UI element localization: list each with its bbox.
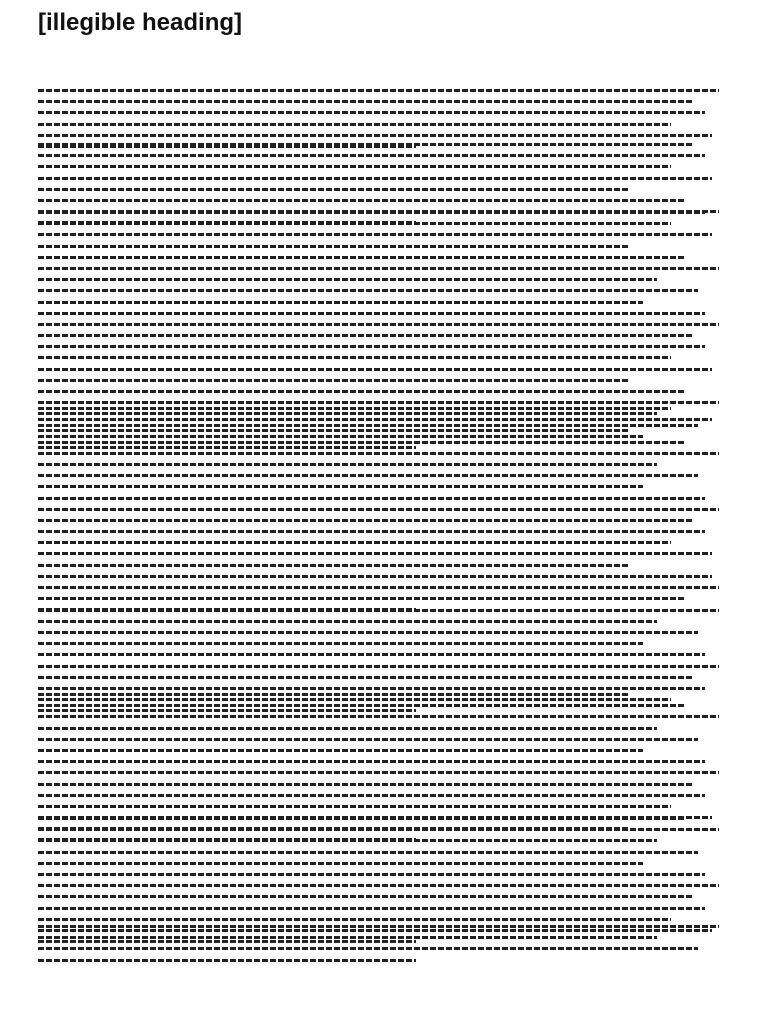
text-line xyxy=(38,312,705,320)
text-line xyxy=(38,642,643,650)
text-line xyxy=(38,356,671,364)
text-line xyxy=(38,925,719,933)
text-line xyxy=(38,738,698,746)
text-line xyxy=(38,267,719,275)
text-line xyxy=(38,895,692,903)
text-line xyxy=(38,497,705,505)
text-line xyxy=(38,783,692,791)
text-line xyxy=(38,89,719,97)
text-line xyxy=(38,704,685,712)
article-title: [illegible heading] xyxy=(38,10,243,36)
text-line xyxy=(38,771,719,779)
text-line xyxy=(38,143,692,151)
text-line xyxy=(38,441,685,449)
text-line xyxy=(38,390,685,398)
text-line xyxy=(38,884,719,892)
text-line xyxy=(38,665,719,673)
text-line xyxy=(38,760,705,768)
text-line xyxy=(38,530,705,538)
text-line xyxy=(38,851,698,859)
text-line xyxy=(38,334,692,342)
text-line xyxy=(38,345,705,353)
text-line xyxy=(38,947,698,955)
text-line xyxy=(38,564,630,572)
text-line xyxy=(38,609,719,617)
text-line xyxy=(38,959,416,967)
text-line xyxy=(38,188,630,196)
text-line xyxy=(38,245,630,253)
text-line xyxy=(38,100,692,108)
text-line xyxy=(38,165,671,173)
text-line xyxy=(38,256,685,264)
article-paragraph xyxy=(38,922,726,967)
text-line xyxy=(38,474,698,482)
text-line xyxy=(38,794,705,802)
text-line xyxy=(38,379,630,387)
text-line xyxy=(38,278,657,286)
text-line xyxy=(38,407,671,415)
text-line xyxy=(38,749,643,757)
text-line xyxy=(38,418,712,426)
text-line xyxy=(38,817,685,825)
text-line xyxy=(38,805,671,813)
text-line xyxy=(38,199,685,207)
text-line xyxy=(38,519,692,527)
text-line xyxy=(38,936,657,944)
text-line xyxy=(38,653,705,661)
text-line xyxy=(38,862,643,870)
text-line xyxy=(38,233,712,241)
text-line xyxy=(38,301,643,309)
text-line xyxy=(38,508,719,516)
text-line xyxy=(38,839,657,847)
text-line xyxy=(38,586,630,594)
text-line xyxy=(38,907,705,915)
text-line xyxy=(38,541,671,549)
text-line xyxy=(38,693,630,701)
text-line xyxy=(38,485,643,493)
text-line xyxy=(38,323,719,331)
text-line xyxy=(38,368,712,376)
text-line xyxy=(38,873,705,881)
text-line xyxy=(38,727,657,735)
text-line xyxy=(38,222,671,230)
text-line xyxy=(38,123,671,131)
text-line xyxy=(38,828,719,836)
text-line xyxy=(38,111,705,119)
text-line xyxy=(38,463,657,471)
text-line xyxy=(38,715,719,723)
text-line xyxy=(38,552,712,560)
text-line xyxy=(38,631,698,639)
text-line xyxy=(38,211,705,219)
text-line xyxy=(38,575,712,583)
text-line xyxy=(38,154,705,162)
text-line xyxy=(38,289,698,297)
text-line xyxy=(38,676,692,684)
text-line xyxy=(38,429,630,437)
text-line xyxy=(38,177,712,185)
text-line xyxy=(38,597,685,605)
text-line xyxy=(38,452,719,460)
article xyxy=(38,0,726,1024)
text-line xyxy=(38,620,657,628)
